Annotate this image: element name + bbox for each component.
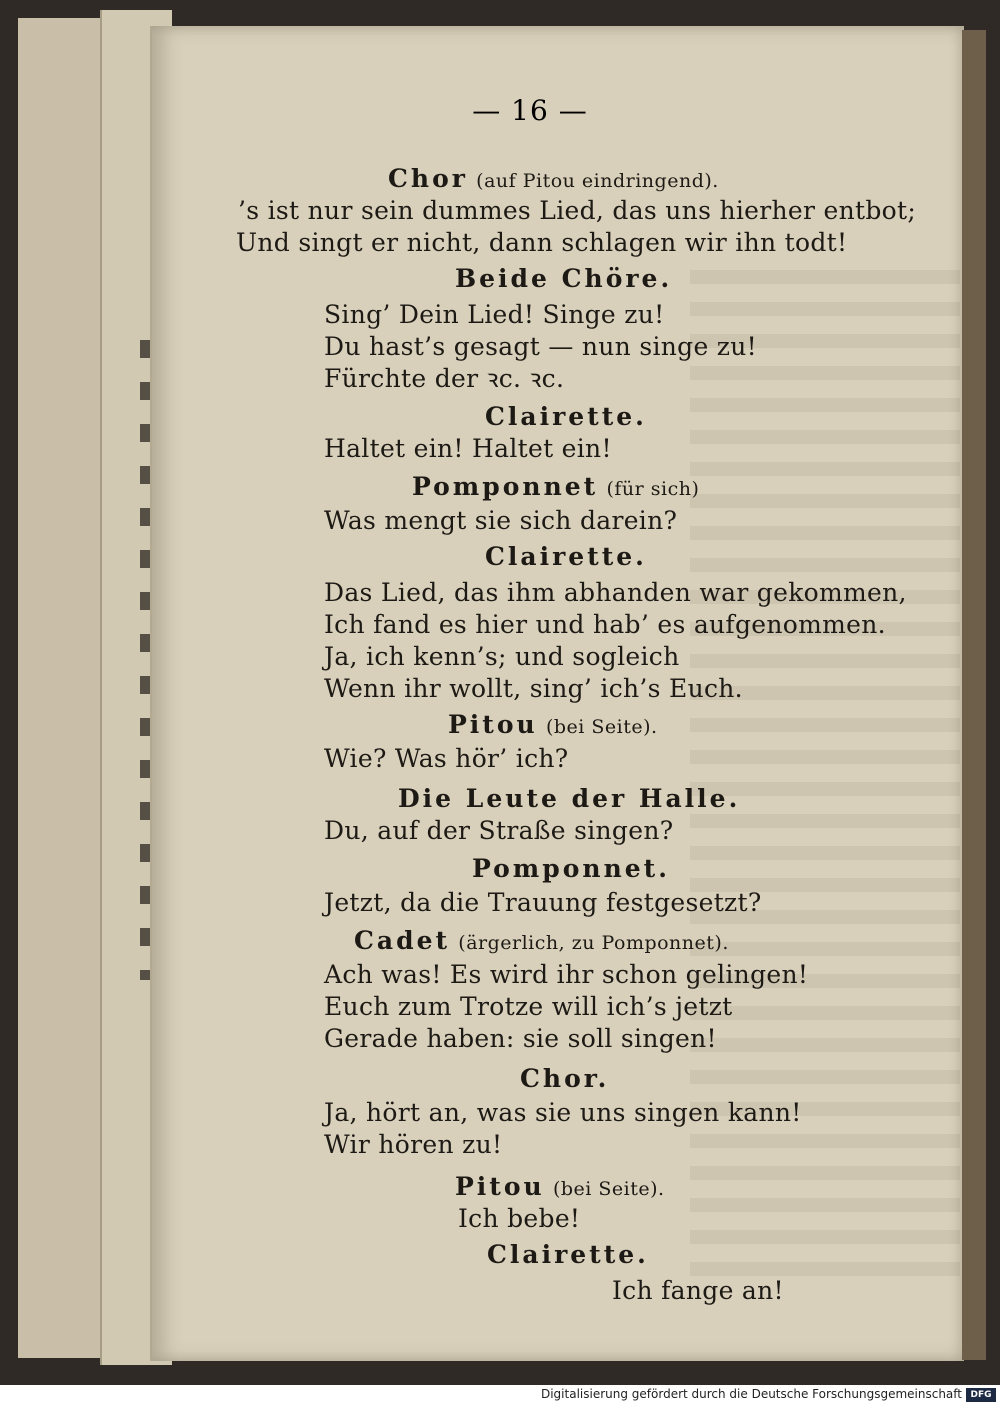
speaker-heading: Pitou (bei Seite). <box>448 710 658 739</box>
verse-line: Ich fand es hier und hab’ es aufgenommen. <box>324 610 886 639</box>
verse-line: Ach was! Es wird ihr schon gelingen! <box>324 960 809 989</box>
verse-line: Jetzt, da die Trauung festgesetzt? <box>324 888 762 917</box>
verse-line: Gerade haben: sie soll singen! <box>324 1024 717 1053</box>
verse-line: Fürchte der ꝛc. ꝛc. <box>324 364 565 393</box>
speaker-heading: Clairette. <box>485 542 647 571</box>
verse-line: Du, auf der Straße singen? <box>324 816 674 845</box>
verse-line: Ja, hört an, was sie uns singen kann! <box>324 1098 802 1127</box>
page-number: — 16 — <box>472 94 588 127</box>
speaker-heading: Beide Chöre. <box>455 264 673 293</box>
footer-credit: Digitalisierung gefördert durch die Deutsche Forschungsgemeinschaft <box>540 1387 962 1401</box>
speaker-heading: Cadet (ärgerlich, zu Pomponnet). <box>354 926 729 955</box>
verse-line: Ich fange an! <box>612 1276 784 1305</box>
verse-line: Was mengt sie sich darein? <box>324 506 678 535</box>
speaker-heading: Clairette. <box>487 1240 649 1269</box>
speaker-heading: Pomponnet. <box>472 854 670 883</box>
speaker-heading: Clairette. <box>485 402 647 431</box>
page-edge <box>962 30 986 1360</box>
speaker-heading: Pitou (bei Seite). <box>455 1172 665 1201</box>
verse-line: Euch zum Trotze will ich’s jetzt <box>324 992 733 1021</box>
speaker-heading: Pomponnet (für sich) <box>412 472 700 501</box>
verse-line: Haltet ein! Haltet ein! <box>324 434 612 463</box>
verse-line: Wenn ihr wollt, sing’ ich’s Euch. <box>324 674 743 703</box>
verse-line: Das Lied, das ihm abhanden war gekommen, <box>324 578 907 607</box>
speaker-heading: Chor (auf Pitou eindringend). <box>388 164 719 193</box>
verse-line: Du hast’s gesagt — nun singe zu! <box>324 332 758 361</box>
verse-line: Und singt er nicht, dann schlagen wir ihn todt! <box>236 228 848 257</box>
speaker-heading: Chor. <box>520 1064 610 1093</box>
verse-line: Ich bebe! <box>458 1204 581 1233</box>
verse-line: Wie? Was hör’ ich? <box>324 744 569 773</box>
verse-line: Wir hören zu! <box>324 1130 503 1159</box>
verse-line: ’s ist nur sein dummes Lied, das uns hierher entbot; <box>238 196 917 225</box>
speaker-heading: Die Leute der Halle. <box>398 784 741 813</box>
dfg-logo: DFG <box>966 1388 996 1402</box>
digitization-footer <box>0 1385 1000 1405</box>
verse-line: Ja, ich kenn’s; und sogleich <box>324 642 680 671</box>
verse-line: Sing’ Dein Lied! Singe zu! <box>324 300 665 329</box>
